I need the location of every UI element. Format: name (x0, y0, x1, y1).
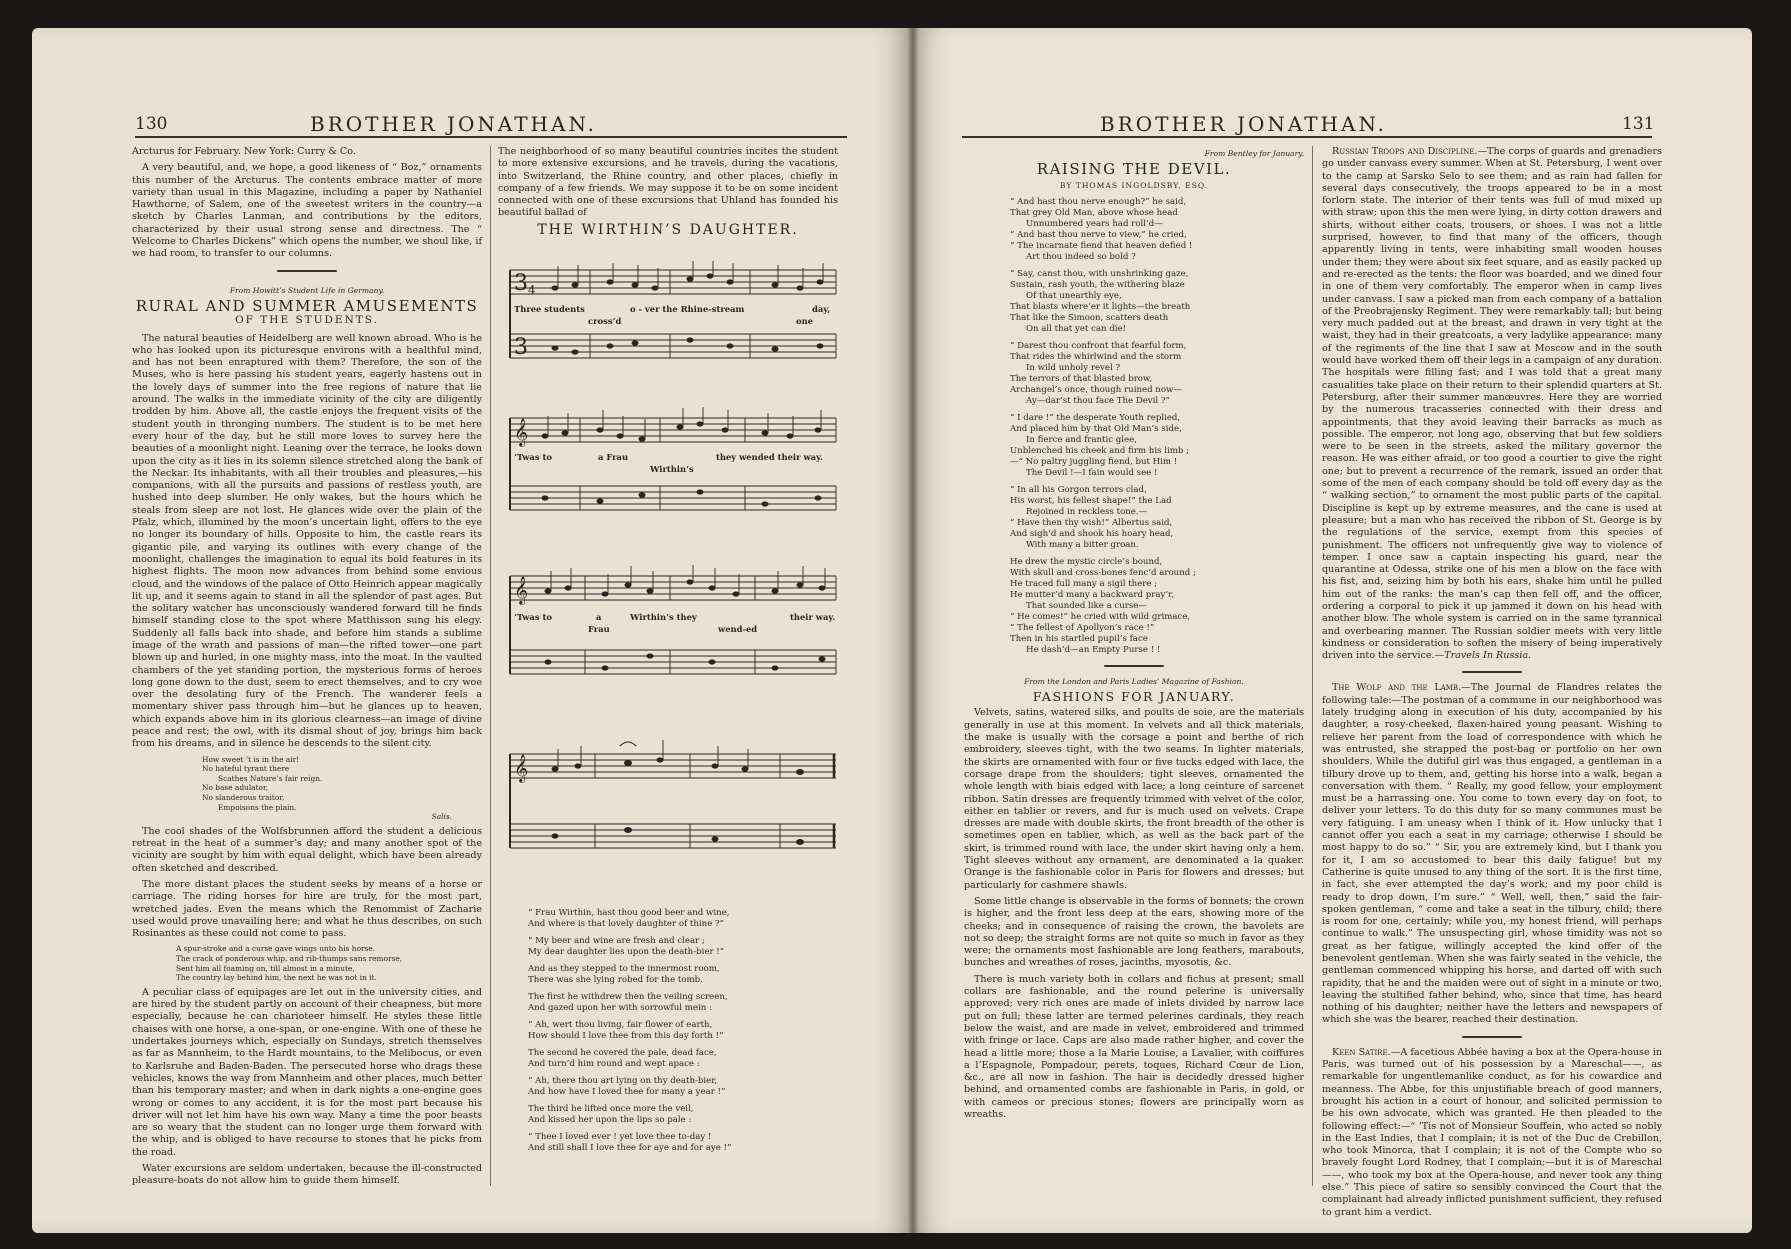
renommist-verse (176, 944, 482, 982)
poem-line: The terrors of that blasted brow, (1010, 373, 1153, 384)
music-staff-3 (500, 564, 840, 704)
svg-text:3: 3 (514, 271, 528, 296)
poem-line: Art thou indeed so bold ? (1026, 251, 1136, 262)
poem-line: “ And hast thou nerve enough?” he said, (1010, 196, 1187, 207)
left-running-head: BROTHER JONATHAN. (310, 112, 598, 136)
poem-line: And turn’d him round and wept apace : (528, 1059, 700, 1069)
fashions-paragraph-3: There is much variety both in collars and fichus at present; small collars are fashionable, and the round pelerine is universally approved; very rich ones are made of inlets divided by narrow lace put on full; these latter are termed pelerines cardinals, they reach below the waist, and are made in velvet, embroidered and trimmed with fringe or lace. Caps are also made rather higher, and cover the head a little more; those a la Marie Louise, a Lavalier, with coiffures a l’Espagnole, Pompadour, perets, toques, Richard Cœur de Lion, &c., are all now in fashion. The hair is decidedly dressed higher behind, and ornamented combs are fashionable in Paris, in gold, or with cameos or precious stones; flowers are principally worn as wreaths. (964, 973, 1304, 1120)
russian-body: —The corps of guards and grenadiers go under canvass every summer. When at St. Petersburg, I went over to the camp at Sarsko Selo to see them; and as rain had fallen for several days consecutively, the troops appeared to be in a most forlorn state. The interior of their tents was full of mud mixed up with straw; upon this the men were lying, in dirty cotton drawers and shirts, without either coats, trousers, or shoes. I was not a little surprised, however, to find that many of the officers, though apparently living in tents, were inhabiting small wooden houses under them; they were about six feet square, and as easily packed up and re-erected as the tents: the floor was boarded, and we dined four in one of them very comfortably. The emperor when in camp lives under canvass. I saw a picked man from each company of a battalion of the Preobrajensky Regiment. They were remarkably tall; but being very much padded out at the breast, and drawn in very tight at the waist, they had in their greatcoats, a very ladylike appearance: many of the regiments of the line that I saw at Moscow and in the south would have worked them off their legs in a campaign of any duration. The hospitals were filling fast; and I was told that a great many casualities take place on their return to their splendid quarters at St. Petersburg, after their summer manœuvres. Here they are worried by the numerous tracasseries connected with their dress and appointments, that they avoid leaving their barracks as much as possible. The emperor, not long ago, observing that but few soldiers were to be seen in the streets, asked the military governor the reason. He was either afraid, or too good a courtier to give the right one; but to prevent a recurrence of the remark, issued an order that some of the men of each company should be told off every day as the “ walking section,” to ornament the most public parts of the capital. Discipline is kept up by extreme measures, and the cane is used at pleasure; but a man who has received the ribbon of St. George is by the regulations of the service, exempt from this species of punishment. The officers not unfrequently give way to violence of temper. I once saw a captain inspecting his guard, near the quarantine at Odessa, strike one of his men a blow on the face with his fist, and, seizing him by both his ears, shake him until he pulled him out of the ranks: the man’s cap then fell off, and the officer, ordering a corporal to pick it up jammed it down on his head with another blow. The whole system is carried on in the same tyrannical and overbearing manner. The Russian soldier meets with very little kindness or consideration to soften the misery of being imperatively driven into the service.— (1322, 146, 1662, 662)
right-page (912, 28, 1752, 1233)
poem-line: The second he covered the pale, dead face, (528, 1048, 717, 1058)
ornament-divider (1462, 668, 1522, 676)
rural-paragraph-4: A peculiar class of equipages are let out in the university cities, and are hired by the student partly on account of their cheapness, but more especially, because he can charioteer himself. He styles these little chaises with one horse, a one-span, or one-engine. With one of these he undertakes journeys which, especially on Sundays, stretch themselves as far as Mannheim, to the Hardt mountains, to the Melibocus, or even to Karlsruhe and Baden-Baden. The persecuted horse who drags these vehicles, knows the way from Mannheim and other places, much better than his temporary master; and when in dark nights a one-engine goes wrong or comes to any accident, it is for the most part because his driver will not let him have his own way. Many a time the poor beasts are so weary that the student can no longer urge them forward with the whip, and is obliged to have recourse to stones that he picks from the road. (132, 986, 482, 1158)
lyric: ’Twas to (514, 612, 552, 622)
keen-heading: Keen Satire. (1332, 1046, 1391, 1058)
poem-stanza (528, 1132, 828, 1154)
book-gutter (908, 28, 918, 1233)
svg-text:𝄞: 𝄞 (514, 754, 529, 782)
poem-line: His worst, his fellest shape!” the Lad (1010, 495, 1172, 506)
poem-line: He dash’d—an Empty Purse ! ! (1026, 644, 1161, 655)
poem-line: “ The incarnate fiend that heaven defied ! (1010, 240, 1193, 251)
poem-line: Rejoined in reckless tone.— (1026, 506, 1148, 517)
poem-line: “ Thee I loved ever ! yet love thee to-day ! (528, 1132, 712, 1142)
verse-line: How sweet ’t is in the air! (202, 754, 300, 764)
left-page (32, 28, 912, 1233)
music-system-1 (500, 260, 840, 380)
poem-line: That grey Old Man, above whose head (1010, 207, 1178, 218)
ornament-divider (277, 267, 337, 275)
poem-line: “ Darest thou confront that fearful form, (1010, 340, 1187, 351)
verse-line: Empoisons the plain. (218, 802, 297, 812)
poem-line: And where is that lovely daughter of thine ?” (528, 919, 725, 929)
poem-line: He traced full many a sigil there ; (1010, 578, 1158, 589)
poem-line: “ In all his Gorgon terrors clad, (1010, 484, 1147, 495)
poem-line: “ Ah, there thou art lying on thy death-bier, (528, 1076, 718, 1086)
poem-line: There was she lying robed for the tomb. (528, 975, 703, 985)
wirthin-poem (528, 904, 828, 1160)
poem-line: Archangel’s once, though ruined now— (1010, 384, 1182, 395)
verse-line: Sent him all foaming on, till almost in a minute, (176, 963, 355, 973)
lyric: they wended their way. (716, 452, 823, 462)
poem-line: “ He comes!” he cried with wild grimace, (1010, 611, 1191, 622)
verse-line: Scathes Nature’s fair reign. (218, 773, 323, 783)
poem-stanza (528, 1076, 828, 1098)
wolf-heading: The Wolf and the Lamb. (1332, 682, 1462, 694)
column-separator (1312, 146, 1313, 1186)
poem-line: He drew the mystic circle’s bound, (1010, 556, 1163, 567)
poem-stanza (528, 936, 828, 958)
left-head-rule (135, 136, 847, 138)
poem-line: The first he withdrew then the veiling screen, (528, 992, 728, 1002)
raising-title: RAISING THE DEVIL. (1036, 160, 1232, 179)
raising-source: From Bentley for January. (1204, 149, 1304, 158)
poem-line: “ Say, canst thou, with unshrinking gaze, (1010, 268, 1189, 279)
right-column-2 (1322, 146, 1662, 1223)
fashions-source: From the London and Paris Ladies’ Magazine of Fashion. (1024, 676, 1244, 686)
poem-line: And still shall I love thee for aye and for aye !” (528, 1143, 732, 1153)
poem-stanza (528, 1048, 828, 1070)
poem-line: How should I love thee from this day forth !” (528, 1031, 724, 1041)
poem-line: Of that unearthly eye, (1026, 290, 1122, 301)
poem-line: My dear daughter lies upon the death-bier !” (528, 947, 725, 957)
raising-stanza (964, 485, 1304, 551)
lyric: Wirthin’s they (630, 612, 697, 622)
poem-stanza (528, 964, 828, 986)
rural-paragraph-1: The natural beauties of Heidelberg are well known abroad. Who is he who has looked upon its picturesque environs with a healthful mind, and has not been enraptured with them? Therefore, the son of the Muses, who is here passing his student years, eagerly hastens out in the lovely days of summer into the free regions of nature that lie around. The walks in the immediate vicinity of the city are diligently trodden by him. Above all, the castle enjoys the frequent visits of the student youth in thronging numbers. The student is to be met here every hour of the day, but he still more loves to survey here the beauties of a moonlight night. Leaning over the terrace, he looks down upon the city as it lies in its solemn silence stretched along the bank of the Neckar. Its inhabitants, with all their troubles and pleasures,—his companions, with all the pursuits and passions of restless youth, are hushed into deep slumber. He only wakes, but the hours which he steals from sleep are not lost. He glances wide over the plain of the Pfalz, which, illumined by the moon’s uncertain light, offers to the eye no longer its boundary of hills. Opposite to him, the castle rears its gigantic pile, and varying its outlines with every change of the moonlight, challenges the imagination to equal its bold features in its highest flights. The moon now advances from behind some envious cloud, and the windows of the palace of Otto Heinrich appear magically lit up, and it seems again to stand in all the splendor of past ages. But the solitary watcher has unconsciously wandered forward till he finds himself standing close to the spot where Matthisson sung his elegy. Suddenly all falls back into shade, and before him stands a sublime image of the wrath and passions of man—the rifted tower—one part blown up and hurled, in one mighty mass, into the moat. In the vaulted chambers of the yet standing portion, the mysterious forms of heroes long gone down to the dust, seem to erect themselves, and to cry woe over the desolating fury of the French. The wanderer feels a momentary shiver pass through him—but he glances up to heaven, which expands above him in its glorious clearness—an image of divine peace and rest; the owl, with its dismal shout of joy, brings him back from his dreams, and in silence he descends to the silent city. (132, 332, 482, 750)
poem-line: “ The fellest of Apollyon’s race !” (1010, 622, 1155, 633)
poem-line: With many a bitter groan. (1026, 539, 1139, 550)
poem-line: —“ No paltry juggling fiend, but Him ! (1010, 456, 1178, 467)
lyric: Three students (514, 304, 585, 314)
poem-line: In wild unholy revel ? (1026, 362, 1121, 373)
svg-text:4: 4 (528, 283, 536, 297)
music-system-2 (500, 406, 840, 536)
lyric: ’Twas to (514, 452, 552, 462)
right-head-rule (962, 136, 1652, 138)
poem-line: He mutter’d many a backward pray’r, (1010, 589, 1174, 600)
rural-paragraph-5: Water excursions are seldom undertaken, because the ill-constructed pleasure-boats do not allow him to guide them himself. (132, 1163, 482, 1187)
poem-line: The Devil !—I fain would see ! (1026, 467, 1158, 478)
salis-verse (202, 755, 482, 822)
lyric: Frau (588, 624, 610, 634)
music-staff-4 (500, 734, 840, 874)
poem-line: “ Frau Wirthin, hast thou good beer and wine, (528, 908, 730, 918)
book-spread (32, 28, 1752, 1233)
poem-line: With skull and cross-bones fenc’d around ; (1010, 567, 1196, 578)
raising-stanza (964, 269, 1304, 335)
lyric: Wirthin’s (650, 464, 694, 474)
poem-line: Then in his startled pupil’s face (1010, 633, 1148, 644)
right-running-head: BROTHER JONATHAN. (1100, 112, 1388, 136)
poem-line: “ And hast thou nerve to view,” he cried, (1010, 229, 1187, 240)
verse-line: No slanderous traitor, (202, 793, 285, 803)
svg-text:𝄞: 𝄞 (514, 418, 529, 446)
lyric: one (796, 316, 814, 326)
wolf-body: —The Journal de Flandres relates the following tale:—The postman of a commune in our neighborhood was lately trudging along in execution of his duty, accompanied by his daughter, a rosy-cheeked, flaxen-haired young peasant. Wishing to relieve her parent from the load of correspondence with which he was entrusted, she strapped the post-bag or portfolio on her own shoulders. While the dutiful girl was thus engaged, a gentleman in a tilbury drove up to them, and, getting his horse into a walk, began a conversation with them. “ Really, my good fellow, your employment must be a harrassing one. You come to town every day on foot, to deliver your letters. To do this duty for so many communes must be very fatiguing. I am uneasy when I think of it. How unlucky that I cannot offer you each a seat in my carriage; otherwise I should be most happy to do so.” “ Sir, you are extremely kind, but I thank you for it, I am so accustomed to bear this daily fatigue! but my Catherine is quite unused to any thing of the sort. It is the first time, in fact, she ever attempted the day’s work; and my poor child is ready to drop down, I’m sure.” “ Well, well, then,” said the fair-spoken gentleman, “ come and take a seat in the tilbury, child; there is room for one, certainly; while you, my honest friend, will perhaps continue to walk.” The unsuspecting girl, whose timidity was not so great as her fatigue, willingly accepted the kind offer of the benevolent gentleman. When she was fairly seated in the vehicle, the gentleman commenced whipping his horse, and darted off with such rapidity, that he and the maiden were out of sight in a minute or two, leaving the stultified father behind, who, since that time, has heard nothing of his daughter; neither have the letters and newspapers of which she was the bearer, reached their destination. (1322, 682, 1662, 1026)
lyric: a Frau (598, 452, 629, 462)
poem-line: Unblenched his cheek and firm his limb ; (1010, 445, 1190, 456)
poem-line: Sustain, rash youth, the withering blaze (1010, 279, 1185, 290)
left-column-1 (132, 146, 482, 1192)
poem-stanza (528, 992, 828, 1014)
arcturus-heading: Arcturus for February. New York: Curry & Co. (132, 146, 356, 157)
poem-stanza (528, 1020, 828, 1042)
ornament-divider (1462, 1033, 1522, 1041)
svg-text:𝄞: 𝄞 (514, 576, 529, 604)
arcturus-body: A very beautiful, and, we hope, a good likeness of “ Boz,” ornaments this number of the Arcturus. The contents embrace matter of more variety than usual in this Magazine, including a paper by Nathaniel Hawthorne, of Salem, one of the sweetest writers in the country—a sketch by Charles Lanman, and contributions by the editors, characterized by their usual strong sense and directness. The “ Welcome to Charles Dickens” which opens the number, we shoul like, if we had room, to transfer to our columns. (132, 162, 482, 260)
fashions-paragraph-1: Velvets, satins, watered silks, and poults de soie, are the materials generally in use at this moment. In velvets and all thick materials, the make is usually with the corsage a point and berthe of rich embroidery, sleeves tight, with the two seams. In lighter materials, the skirts are ornamented with four or five tucks edged with lace, the corsage drape from the shoulders; tight sleeves, ornamented the whole length with biais edged with lace; a long ceinture of sarcenet ribbon. Satin dresses are frequently trimmed with velvet of the color, either en tablier or revers, and fur is much used on velvets. Crape dresses are made with double skirts, the front breadth of the other is sometimes open en tablier, which, as well as the back part of the skirt, is trimmed round with lace, the under skirt having only a hem. Tight sleeves without any ornament, are denominated a la quaker. Orange is the fashionable color in Paris for flowers and dresses; but particularly for cashmere shawls. (964, 707, 1304, 891)
verse-line: The country lay behind him, the next he was not in it. (176, 973, 377, 983)
poem-line: And sigh’d and shook his hoary head, (1010, 528, 1174, 539)
lyric: their way. (790, 612, 836, 622)
right-column-1 (964, 146, 1304, 1125)
lyric: wend-ed (718, 624, 758, 634)
music-system-4 (500, 734, 840, 874)
verse-line: A spur-stroke and a curse gave wings unto his horse. (176, 944, 376, 954)
fashions-paragraph-2: Some little change is observable in the forms of bonnets; the crown is higher, and the front less deep at the ears, showing more of the cheeks; and in consequence of raising the crown, the bavolets are not so deep; the straight forms are not quite so much in favor as they were; the ornaments most fashionable are long feathers, marabouts, bunches and wreathes of roses, jacinths, myosotis, &c. (964, 895, 1304, 969)
poem-line: That sounded like a curse— (1026, 600, 1147, 611)
keen-body: —A facetious Abbée having a box at the Opera-house in Paris, was turned out of his possession by a Mareschal——, as remarkable for ungentlemanlike conduct, as for his cowardice and meanness. The Abbe, for this unjustifiable breach of good manners, brought his action in a court of honour, and solicited permission to be his own advocate, which was granted. He then pleaded to the following effect:—“ ’Tis not of Monsieur Souffein, who acted so nobly in the East Indies, that I complain; it is not of the Duc de Crebillon, who took Minorca, that I complain; it is not of the Compte who so bravely fought Lord Rodney, that I complain;—but it is of Mareschal——, who took my box at the Opera-house, and never took any thing else.” This piece of satire so sensibly convinced the Court that the complainant had already inflicted punishment sufficient, they refused to grant him a verdict. (1322, 1046, 1662, 1218)
poem-line: And as they stepped to the innermost room, (528, 964, 720, 974)
wirthin-intro: The neighborhood of so many beautiful countries incites the student to more extensive excursions, and he travels, during the vacations, into Switzerland, the Rhine country, and other places, chiefly in company of a few friends. We may suppose it to be on some incident connected with one of these excursions that Uhland has founded his beautiful ballad of (498, 146, 838, 219)
raising-byline: BY THOMAS INGOLDSBY, ESQ. (1059, 180, 1209, 190)
column-separator (490, 146, 491, 1186)
russian-heading: Russian Troops and Discipline. (1332, 146, 1478, 157)
poem-stanza (528, 908, 828, 930)
rural-source: From Howitt’s Student Life in Germany. (229, 285, 385, 295)
rural-subtitle: OF THE STUDENTS. (235, 314, 379, 327)
rural-paragraph-2: The cool shades of the Wolfsbrunnen afford the student a delicious retreat in the heat of a summer’s day; and many another spot of the vicinity are sought by him with equal delight, which have been already often sketched and described. (132, 825, 482, 874)
poem-line: The third he lifted once more the veil, (528, 1104, 694, 1114)
poem-line: “ Ah, wert thou living, fair flower of earth, (528, 1020, 713, 1030)
poem-line: And placed him by that Old Man’s side, (1010, 423, 1182, 434)
verse-line: The crack of ponderous whip, and rib-thumps sans remorse, (176, 954, 403, 964)
poem-line: That blasts where’er it lights—the breath (1010, 301, 1191, 312)
verse-line: No hateful tyrant there (202, 764, 290, 774)
left-column-2 (498, 146, 838, 236)
fashions-title: FASHIONS FOR JANUARY. (1032, 689, 1236, 705)
poem-line: In fierce and frantic glee, (1026, 434, 1137, 445)
verse-attribution: Salis. (431, 812, 452, 822)
svg-text:3: 3 (514, 335, 528, 360)
poem-line: And gazed upon her with sorrowful mein : (528, 1003, 712, 1013)
raising-stanza (964, 413, 1304, 479)
poem-line: That like the Simoon, scatters death (1010, 312, 1169, 323)
poem-line: “ Have then thy wish!” Albertus said, (1010, 517, 1173, 528)
ornament-divider (1104, 662, 1164, 670)
poem-line: “ My beer and wine are fresh and clear ; (528, 936, 705, 946)
left-page-number: 130 (135, 114, 168, 134)
lyric: day, (812, 304, 831, 314)
music-staff-1 (500, 260, 840, 380)
russian-source: Travels In Russia. (1444, 650, 1532, 662)
poem-line: Ay—dar’st thou face The Devil ?” (1026, 395, 1170, 406)
poem-line: And kissed her upon the lips so pale : (528, 1115, 692, 1125)
raising-stanza (964, 341, 1304, 407)
music-system-3 (500, 564, 840, 704)
rural-paragraph-3: The more distant places the student seeks by means of a horse or carriage. The riding horses for hire are truly, for the most part, wretched jades. Even the means which the Renommist of Zacharie used would prove unavailing here; and what he thus describes, on such Rosinantes as these could not come to pass. (132, 879, 482, 940)
lyric: cross’d (588, 316, 622, 326)
right-page-number: 131 (1622, 114, 1655, 134)
wirthin-title: THE WIRTHIN’S DAUGHTER. (537, 221, 799, 238)
poem-line: On all that yet can die! (1026, 323, 1127, 334)
lyric: a (596, 612, 602, 622)
rural-title: RURAL AND SUMMER AMUSEMENTS (135, 296, 479, 315)
verse-line: No base adulator, (202, 783, 269, 793)
poem-line: “ I dare !” the desperate Youth replied, (1010, 412, 1181, 423)
lyric: o - ver the Rhine-stream (630, 304, 745, 314)
poem-stanza (528, 1104, 828, 1126)
raising-stanza (964, 197, 1304, 263)
poem-line: Unnumbered years had roll’d— (1026, 218, 1163, 229)
poem-line: That rides the whirlwind and the storm (1010, 351, 1182, 362)
raising-stanza (964, 557, 1304, 656)
poem-line: And how have I loved thee for many a year !” (528, 1087, 726, 1097)
